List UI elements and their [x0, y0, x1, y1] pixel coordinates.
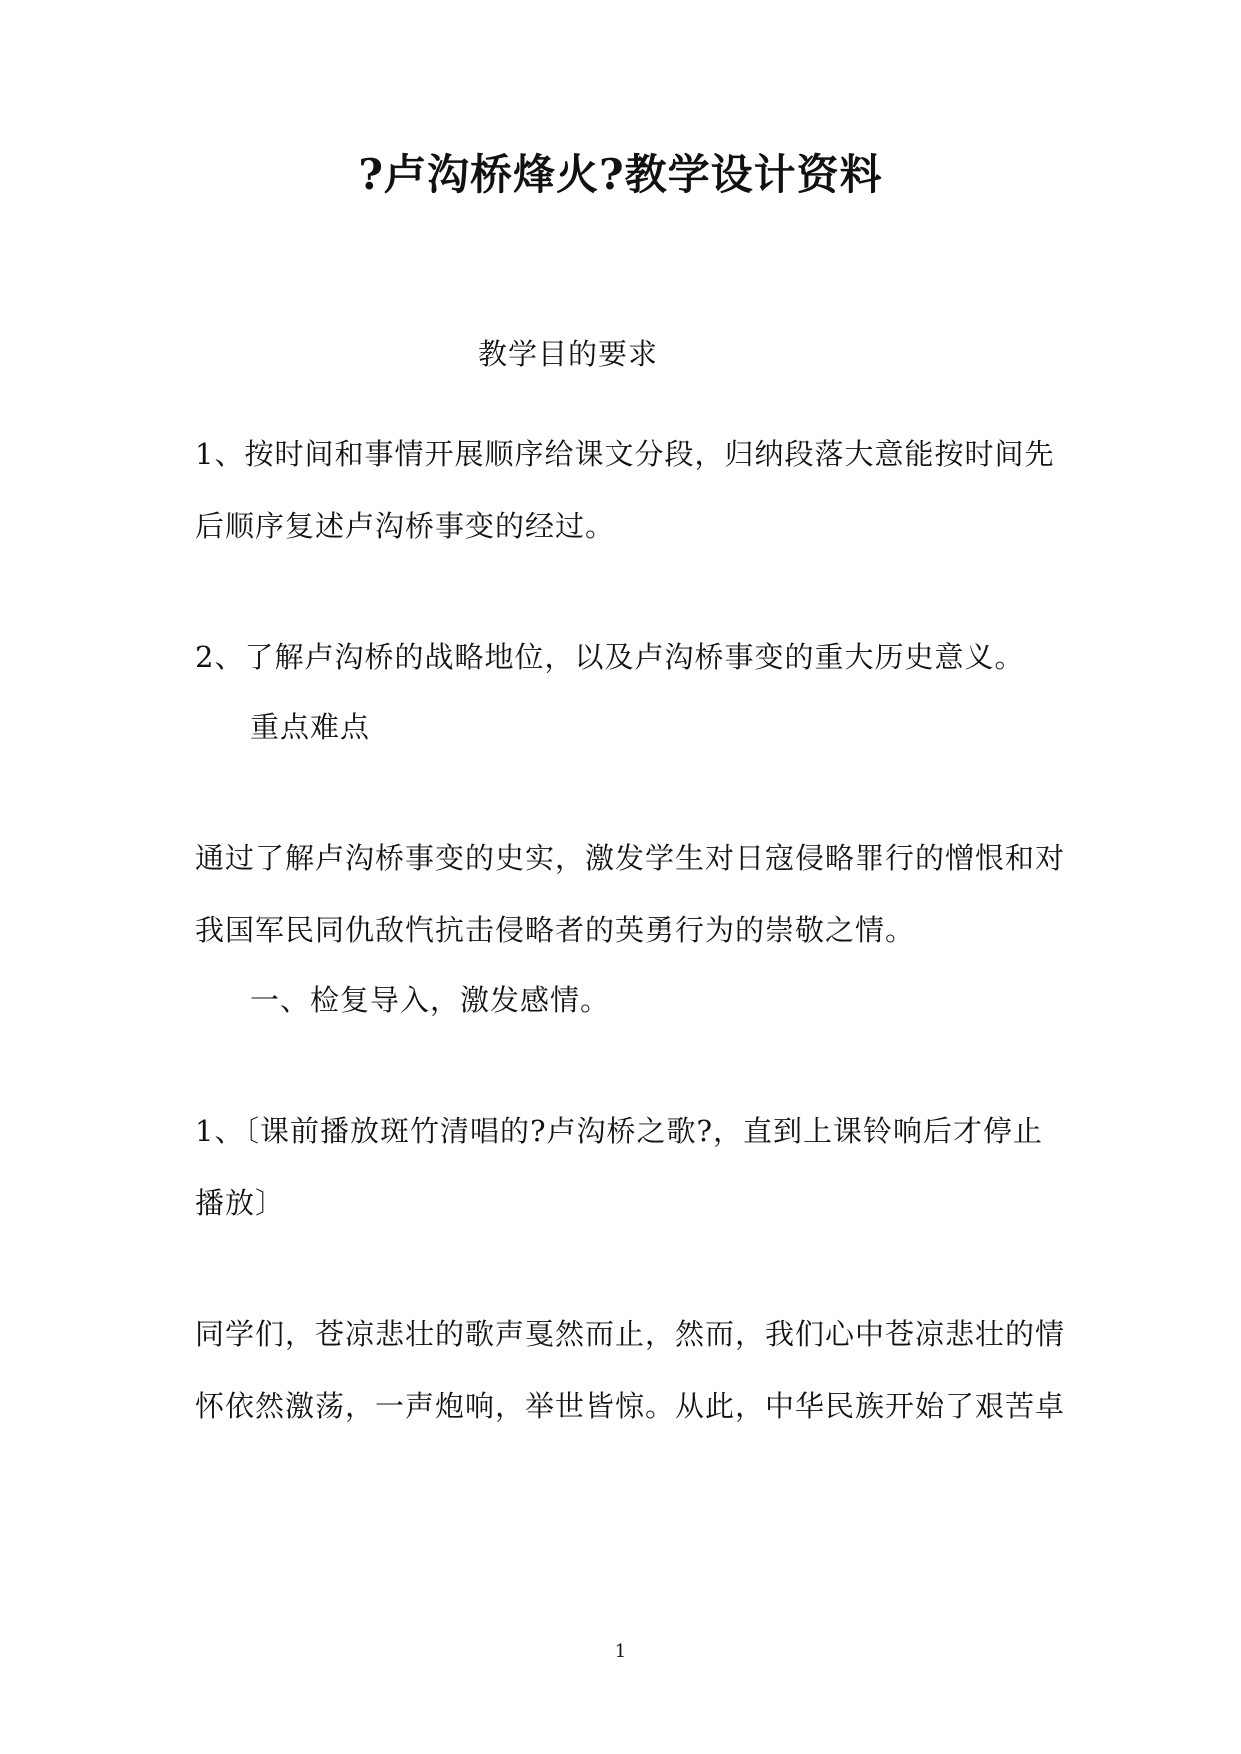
goal-1-line-2: 后顺序复述卢沟桥事变的经过。	[195, 509, 616, 543]
key-points-line-2: 我国军民同仇敌忾抗击侵略者的英勇行为的崇敬之情。	[195, 913, 916, 947]
section-heading-key-points: 重点难点	[250, 710, 371, 744]
step-1-item-line-2: 播放〕	[195, 1186, 286, 1220]
goal-1-line-1: 1、按时间和事情开展顺序给课文分段，归纳段落大意能按时间先	[195, 437, 1055, 471]
paragraph-line-2: 怀依然激荡，一声炮响，举世皆惊。从此，中华民族开始了艰苦卓	[195, 1389, 1066, 1423]
key-points-line-1: 通过了解卢沟桥事变的史实，激发学生对日寇侵略罪行的憎恨和对	[195, 841, 1066, 875]
step-1-item-line-1: 1、〔课前播放斑竹清唱的?卢沟桥之歌?，直到上课铃响后才停止	[195, 1114, 1044, 1148]
paragraph-line-1: 同学们，苍凉悲壮的歌声戛然而止，然而，我们心中苍凉悲壮的情	[195, 1317, 1066, 1351]
page-number: 1	[614, 1641, 627, 1662]
goal-2: 2、了解卢沟桥的战略地位，以及卢沟桥事变的重大历史意义。	[195, 640, 1025, 674]
document-title: ?卢沟桥烽火?教学设计资料	[358, 150, 883, 199]
section-heading-goals: 教学目的要求	[478, 337, 659, 371]
step-1-heading: 一、检复导入，激发感情。	[250, 983, 611, 1017]
